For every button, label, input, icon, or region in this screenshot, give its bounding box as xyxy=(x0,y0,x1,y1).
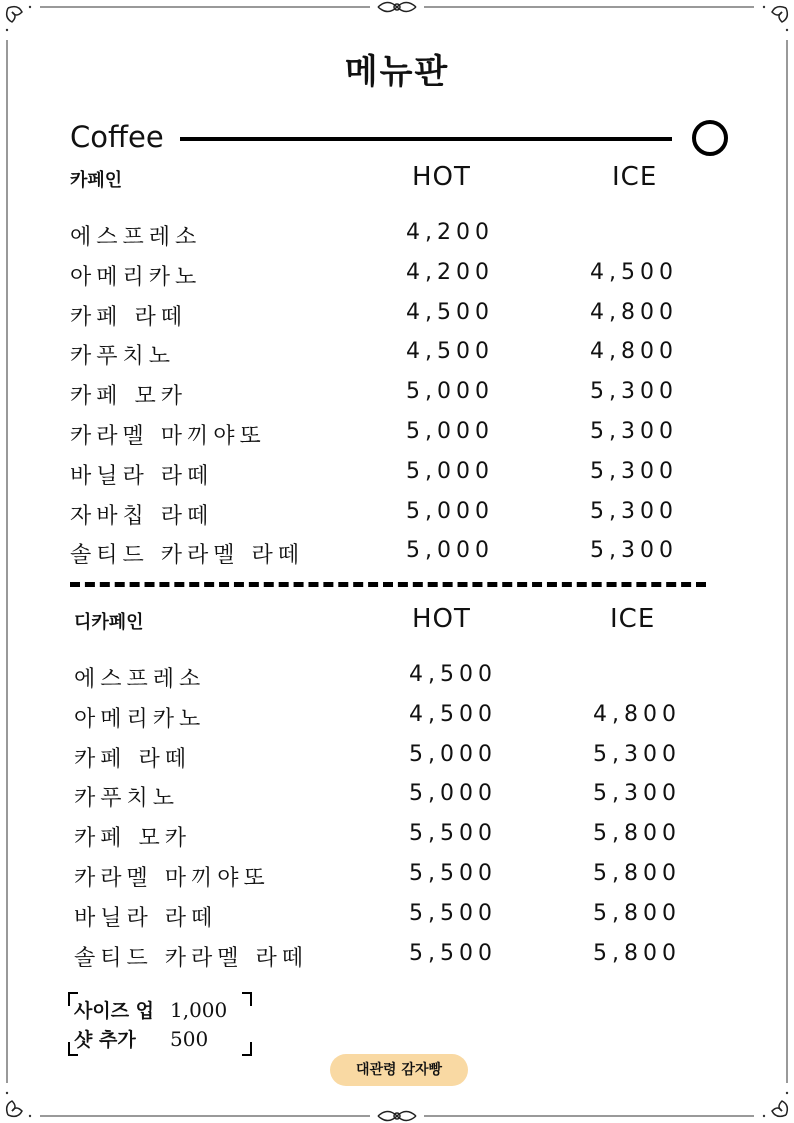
hot-price: 5,000 xyxy=(409,741,497,767)
hot-price: 4,200 xyxy=(406,259,494,285)
ice-price: 5,800 xyxy=(593,900,681,926)
menu-row xyxy=(0,901,794,937)
menu-row xyxy=(0,300,794,336)
bracket-top-right xyxy=(242,992,252,1006)
menu-item-name: 카페 모카 xyxy=(70,384,188,410)
hot-price: 4,500 xyxy=(409,701,497,727)
menu-row xyxy=(0,459,794,495)
circle-ornament-icon xyxy=(692,120,728,156)
extra-price: 500 xyxy=(170,1027,209,1051)
ice-price: 4,800 xyxy=(590,299,678,325)
menu-row xyxy=(0,499,794,535)
menu-row xyxy=(0,821,794,857)
menu-item-name: 에스프레소 xyxy=(70,225,202,250)
menu-item-name: 카페 모카 xyxy=(74,826,192,852)
menu-item-name: 카페 라떼 xyxy=(70,304,188,330)
extra-label: 샷 추가 xyxy=(74,1029,136,1051)
hot-price: 4,500 xyxy=(406,299,494,325)
ice-price: 5,300 xyxy=(590,379,678,405)
ice-price: 5,300 xyxy=(593,781,681,807)
menu-item-name: 카푸치노 xyxy=(74,786,180,812)
extra-shot xyxy=(74,1025,208,1052)
ice-price: 4,800 xyxy=(593,701,681,727)
ice-price: 5,800 xyxy=(593,821,681,847)
column-header-ice-decaf: ICE xyxy=(610,604,656,634)
group-label-caffeine: 카페인 xyxy=(70,170,123,191)
ice-price: 5,300 xyxy=(590,419,678,444)
hot-price: 5,500 xyxy=(409,821,497,847)
menu-row xyxy=(0,941,794,977)
extra-size-up xyxy=(74,996,227,1023)
menu-row xyxy=(0,702,794,738)
menu-row xyxy=(0,260,794,296)
menu-item-name: 카페 라떼 xyxy=(74,746,192,772)
menu-item-name: 아메리카노 xyxy=(74,706,206,732)
hot-price: 5,500 xyxy=(409,940,497,966)
menu-item-name: 바닐라 라떼 xyxy=(74,905,218,931)
menu-row xyxy=(0,538,794,574)
hot-price: 4,200 xyxy=(406,220,494,245)
group-label-decaf: 디카페인 xyxy=(74,612,144,633)
menu-item-name: 아메리카노 xyxy=(70,264,202,290)
hot-price: 5,500 xyxy=(409,861,497,886)
bracket-bottom-right xyxy=(242,1042,252,1056)
brand-badge: 대관령 감자빵 xyxy=(330,1054,468,1086)
menu-item-name: 에스프레소 xyxy=(74,667,206,692)
menu-item-name: 솔티드 카라멜 라떼 xyxy=(70,543,305,569)
menu-row xyxy=(0,419,794,455)
menu-item-name: 솔티드 카라멜 라떼 xyxy=(74,945,309,971)
extras-box xyxy=(68,992,252,1056)
extra-price: 1,000 xyxy=(170,998,228,1022)
column-header-hot-decaf: HOT xyxy=(412,604,471,634)
hot-price: 4,500 xyxy=(406,339,494,365)
ice-price: 5,300 xyxy=(593,741,681,767)
section-rule xyxy=(180,137,672,141)
menu-row xyxy=(0,662,794,698)
ice-price: 5,800 xyxy=(593,940,681,966)
ice-price: 5,800 xyxy=(593,861,681,886)
ice-price: 5,300 xyxy=(590,538,678,564)
section-title: Coffee xyxy=(70,120,164,154)
menu-row xyxy=(0,339,794,375)
ice-price: 4,800 xyxy=(590,339,678,365)
page-title: 메뉴판 xyxy=(344,52,450,92)
hot-price: 4,500 xyxy=(409,662,497,687)
section-header xyxy=(70,120,730,156)
extra-label: 사이즈 업 xyxy=(74,1000,155,1022)
column-header-hot: HOT xyxy=(412,162,471,192)
menu-item-name: 자바칩 라떼 xyxy=(70,503,214,529)
menu-item-name: 카라멜 마끼야또 xyxy=(70,424,266,449)
ice-price: 5,300 xyxy=(590,458,678,484)
hot-price: 5,000 xyxy=(406,538,494,564)
hot-price: 5,000 xyxy=(406,419,494,444)
menu-row xyxy=(0,781,794,817)
menu-item-name: 바닐라 라떼 xyxy=(70,463,214,489)
menu-row xyxy=(0,742,794,778)
hot-price: 5,500 xyxy=(409,900,497,926)
column-header-ice: ICE xyxy=(612,162,658,192)
menu-row xyxy=(0,220,794,256)
hot-price: 5,000 xyxy=(409,781,497,807)
ice-price: 5,300 xyxy=(590,498,678,524)
menu-item-name: 카라멜 마끼야또 xyxy=(74,866,270,891)
menu-item-name: 카푸치노 xyxy=(70,344,176,370)
menu-row xyxy=(0,379,794,415)
hot-price: 5,000 xyxy=(406,498,494,524)
hot-price: 5,000 xyxy=(406,379,494,405)
dashed-divider xyxy=(70,582,706,587)
ice-price: 4,500 xyxy=(590,259,678,285)
hot-price: 5,000 xyxy=(406,458,494,484)
menu-row xyxy=(0,861,794,897)
